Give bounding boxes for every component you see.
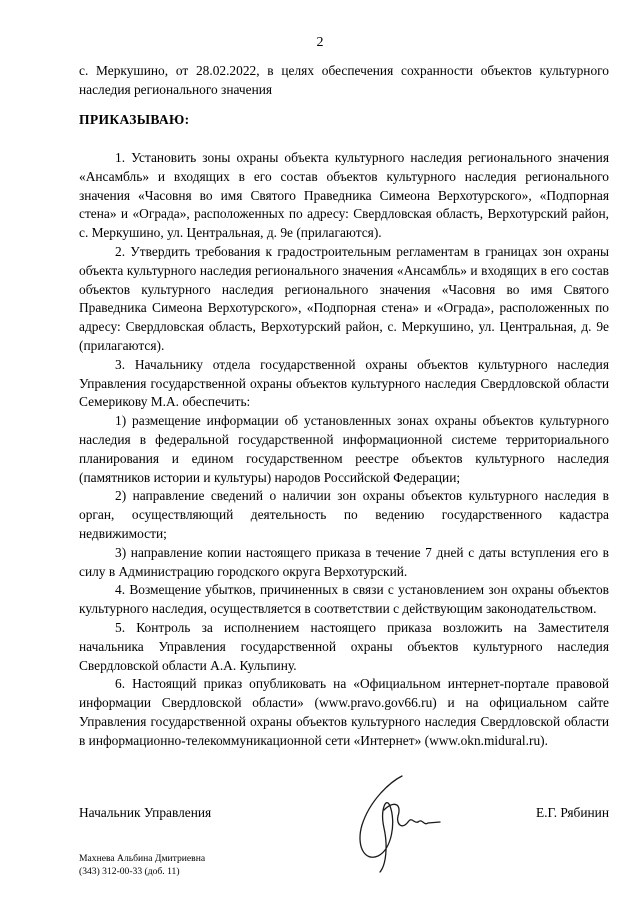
executor-block	[79, 852, 205, 878]
executor-phone: (343) 312-00-33 (доб. 11)	[79, 866, 180, 877]
order-item-6: 6. Настоящий приказ опубликовать на «Официальном интернет-портале правовой информации Свердловской области» (www.pravo.gov66.ru) и на официальном сайте Управления государственной охраны объектов культурного наследия Свердловской области в информационно-телекоммуникационной сети «Интернет» (www.okn.midural.ru).	[79, 676, 609, 748]
intro-text: с. Меркушино, от 28.02.2022, в целях обеспечения сохранности объектов культурного наследия регионального значения	[79, 63, 609, 97]
order-items	[79, 149, 609, 751]
executor-name: Махнева Альбина Дмитриевна	[79, 853, 206, 864]
intro-paragraph	[79, 62, 609, 100]
handwritten-signature	[340, 770, 450, 875]
order-subitem-2: 2) направление сведений о наличии зон охраны объектов культурного наследия в орган, осуществляющий деятельность по ведению государственного кадастра недвижимости;	[79, 488, 609, 541]
signatory-title: Начальник Управления	[79, 805, 212, 820]
signatory-name: Е.Г. Рябинин	[535, 805, 609, 820]
page-number: 2	[316, 35, 324, 50]
order-item-2: 2. Утвердить требования к градостроительным регламентам в границах зон охраны объекта культурного наследия регионального значения «Ансамбль» и входящих в его состав объектов культурного наследия регионального значения «Часовня во имя Святого Праведника Симеона Верхотурского», «Подпорная стена» и «Ограда», расположенных по адресу: Свердловская область, Верхотурский район, с. Меркушино, ул. Центральная, д. 9е (прилагаются).	[79, 243, 609, 353]
order-item-5: 5. Контроль за исполнением настоящего приказа возложить на Заместителя начальника Управления государственной охраны объектов культурного наследия Свердловской области А.А. Кульпину.	[79, 619, 609, 673]
order-subitem-3: 3) направление копии настоящего приказа в течение 7 дней с даты вступления его в силу в Администрацию городского округа Верхотурский.	[79, 544, 609, 579]
order-heading: ПРИКАЗЫВАЮ:	[79, 112, 190, 127]
order-item-1: 1. Установить зоны охраны объекта культурного наследия регионального значения «Ансамбль» и входящих в его состав объектов культурного наследия регионального значения «Часовня во имя Святого Праведника Симеона Верхотурского», «Подпорная стена» и «Ограда», расположенных по адресу: Свердловская область, Верхотурский район, с. Меркушино, ул. Центральная, д. 9е (прилагаются).	[79, 150, 609, 241]
order-subitem-1: 1) размещение информации об установленных зонах охраны объектов культурного наследия в федеральной государственной информационной системе территориального планирования и едином государственном реестре объектов культурного наследия (памятников истории и культуры) народов Российской Федерации;	[79, 413, 609, 485]
order-item-4: 4. Возмещение убытков, причиненных в связи с установлением зон охраны объектов культурного наследия, осуществляется в соответствии с действующим законодательством.	[79, 582, 609, 617]
order-item-3: 3. Начальнику отдела государственной охраны объектов культурного наследия Управления государственной охраны объектов культурного наследия Свердловской области Семерикову М.А. обеспечить:	[79, 356, 609, 410]
